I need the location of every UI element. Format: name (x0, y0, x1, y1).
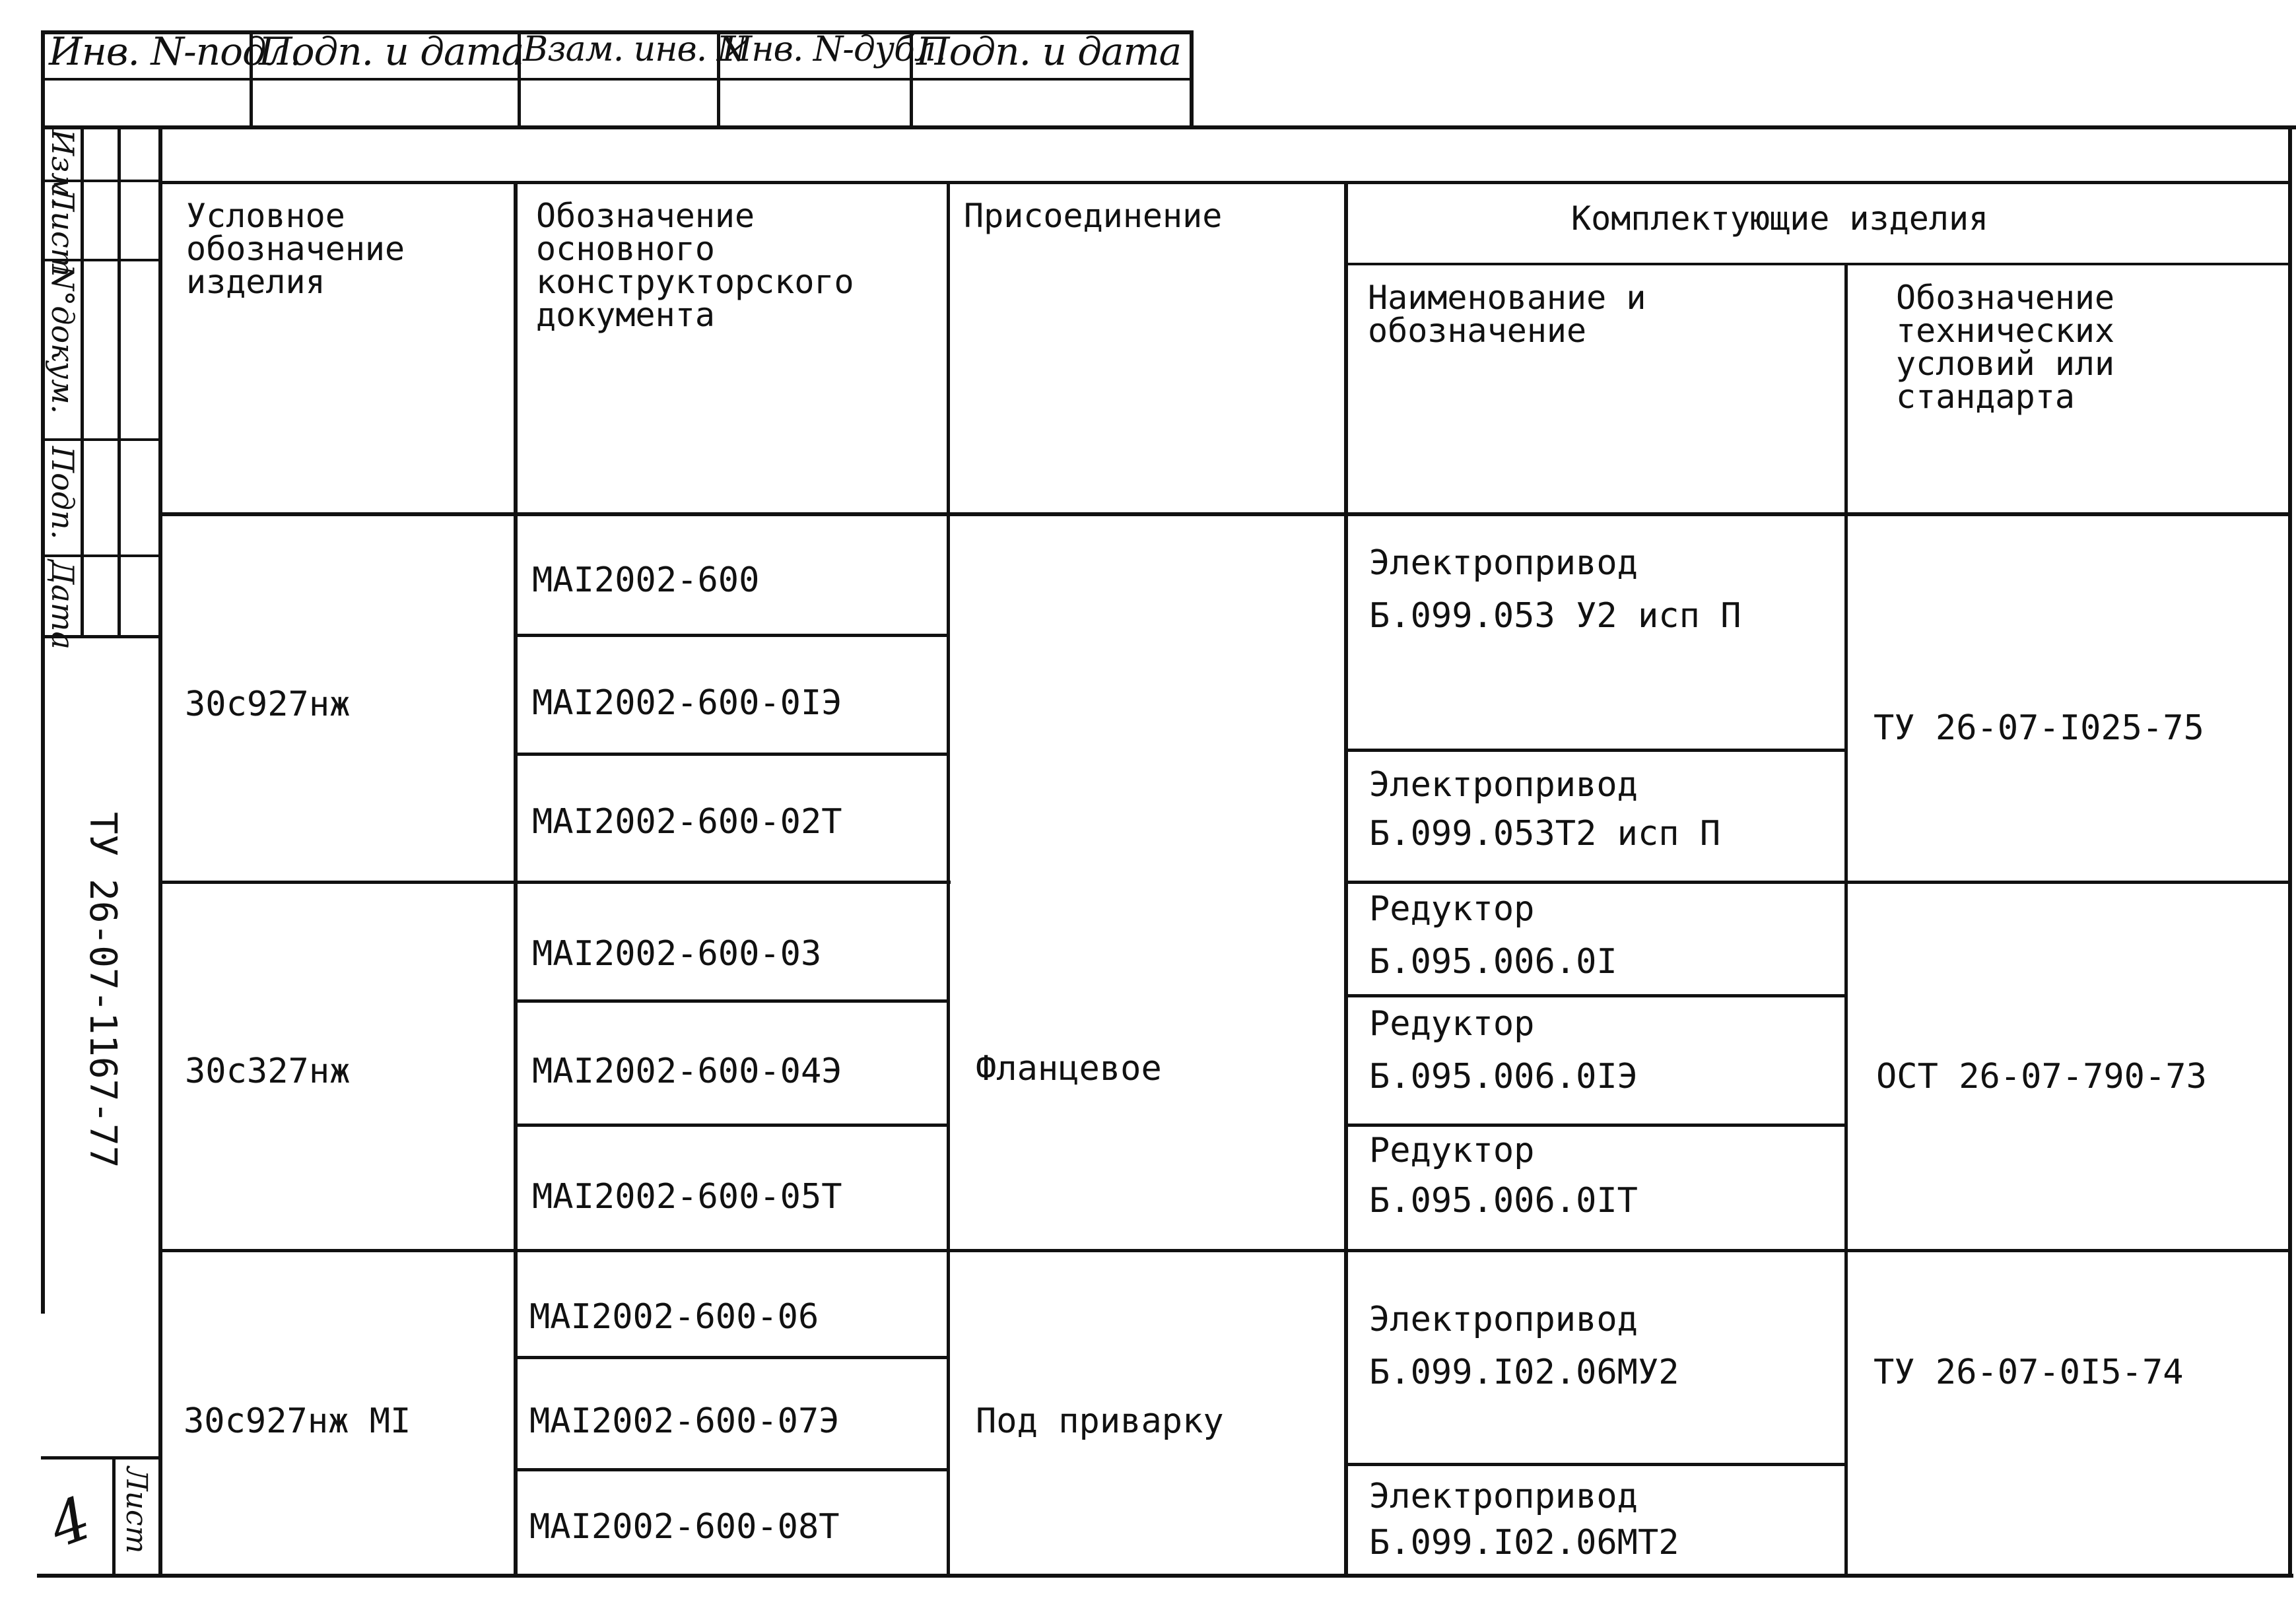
stamp-sign-date-2: Подп. и дата (916, 29, 1182, 74)
stamp-inv-orig: Инв. N-подл. (49, 29, 302, 74)
stamp-sign-date-1: Подп. и дата (259, 29, 524, 74)
spec-1: ТУ 26-07-I025-75 (1874, 708, 2204, 748)
component-1-code: Б.099.053 У2 исп П (1369, 596, 1741, 636)
header-components: Комплектующие изделия (1571, 199, 1989, 238)
design-doc-3: МАI2002-600-02Т (532, 802, 842, 842)
design-doc-5: МАI2002-600-04Э (532, 1052, 842, 1091)
strip-date: Дата (45, 560, 81, 650)
design-doc-1: МАI2002-600 (532, 560, 760, 600)
design-doc-2: МАI2002-600-0IЭ (532, 683, 842, 723)
sheet-number: 4 (40, 1483, 100, 1562)
stamp-replace-inv: Взам. инв. N (523, 30, 747, 69)
component-6-name: Электропривод (1369, 1300, 1638, 1339)
header-spec: Обозначение технических условий или стандарта (1896, 279, 2115, 416)
strip-doc-num: N°докум. (45, 264, 81, 415)
component-2-name: Электропривод (1369, 765, 1638, 805)
product-1: 30с927нж (185, 685, 351, 724)
component-7-code: Б.099.I02.06МТ2 (1369, 1523, 1679, 1562)
design-doc-4: МАI2002-600-03 (532, 934, 822, 974)
component-2-code: Б.099.053Т2 исп П (1369, 814, 1721, 854)
component-5-name: Редуктор (1369, 1131, 1535, 1170)
header-product: Условное обозначение изделия (186, 197, 405, 301)
sheet-label: Лист (119, 1467, 153, 1554)
product-2: 30с327нж (185, 1052, 351, 1091)
design-doc-8: МАI2002-600-07Э (529, 1401, 840, 1441)
component-4-code: Б.095.006.0IЭ (1369, 1057, 1638, 1096)
component-5-code: Б.095.006.0IТ (1369, 1181, 1638, 1221)
document-code: ТУ 26-07-1167-77 (81, 812, 124, 1168)
stamp-inv-dup: Инв. N-дубл. (722, 30, 946, 69)
design-doc-9: МАI2002-600-08Т (529, 1507, 840, 1547)
header-connection: Присоединение (964, 197, 1223, 235)
component-4-name: Редуктор (1369, 1004, 1535, 1044)
component-6-code: Б.099.I02.06МУ2 (1369, 1353, 1679, 1392)
product-3: 30с927нж МI (184, 1401, 411, 1441)
header-design-doc: Обозначение основного конструкторского документа (536, 197, 854, 334)
component-1-name: Электропривод (1369, 543, 1638, 583)
connection-welded: Под приварку (976, 1401, 1224, 1441)
component-7-name: Электропривод (1369, 1477, 1638, 1516)
design-doc-7: МАI2002-600-06 (529, 1297, 819, 1337)
strip-list: Лист (45, 186, 81, 277)
strip-izm: Изм. (45, 129, 81, 207)
component-3-code: Б.095.006.0I (1369, 942, 1617, 982)
connection-flange: Фланцевое (976, 1049, 1162, 1089)
spec-2: ОСТ 26-07-790-73 (1876, 1057, 2207, 1096)
strip-sign: Подп. (45, 446, 81, 540)
design-doc-6: МАI2002-600-05Т (532, 1177, 842, 1217)
spec-3: ТУ 26-07-0I5-74 (1874, 1353, 2184, 1392)
component-3-name: Редуктор (1369, 889, 1535, 929)
header-component-name: Наименование и обозначение (1368, 279, 1646, 350)
